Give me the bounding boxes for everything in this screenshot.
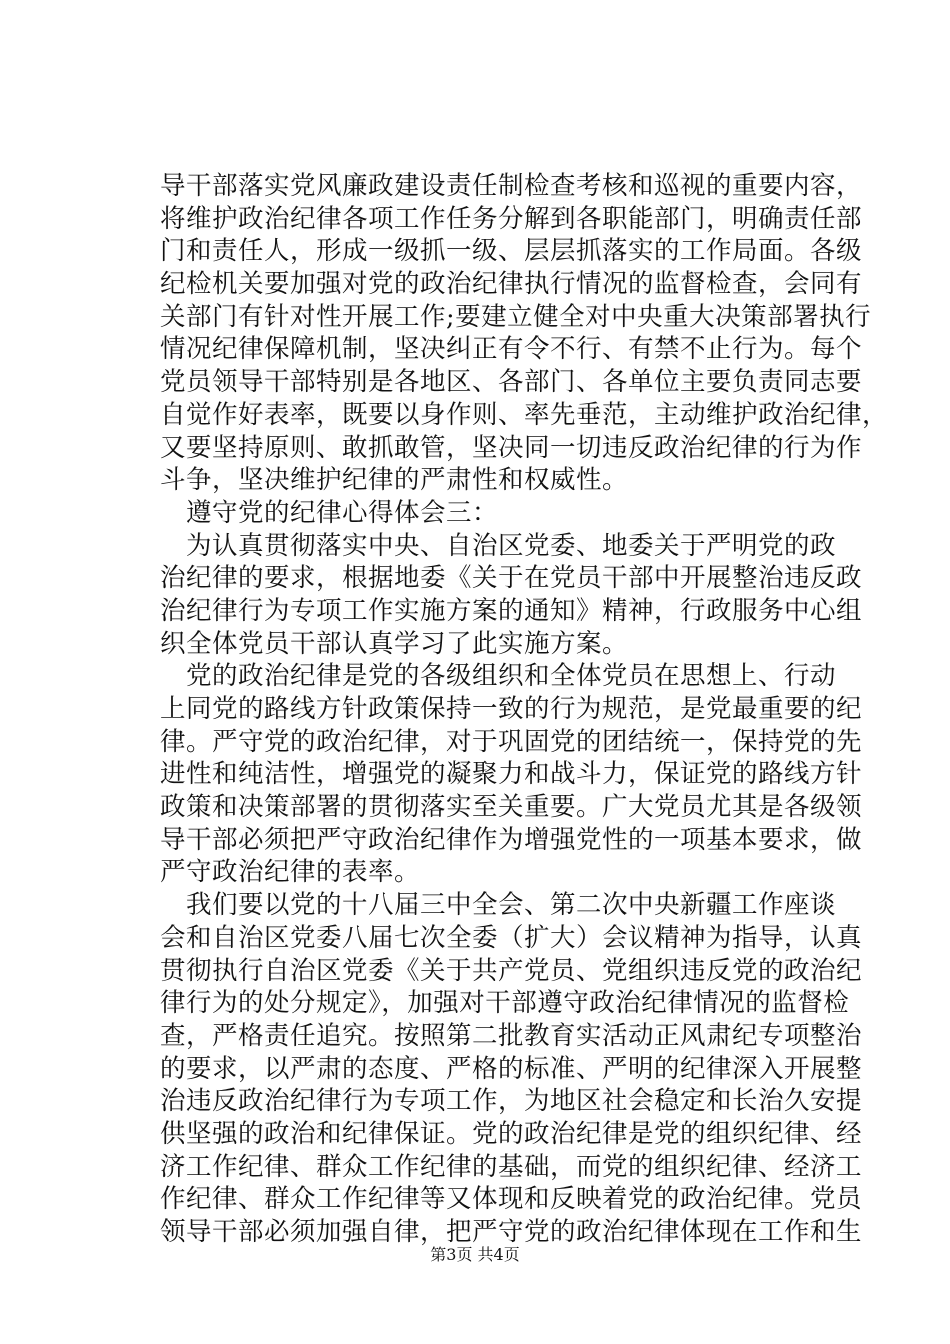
text-line: 会和自治区党委八届七次全委（扩大）会议精神为指导，认真 xyxy=(160,922,863,953)
text-line: 纪检机关要加强对党的政治纪律执行情况的监督检查，会同有 xyxy=(160,269,863,300)
text-line: 律。严守党的政治纪律，对于巩固党的团结统一，保持党的先 xyxy=(160,726,863,757)
text-line: 我们要以党的十八届三中全会、第二次中央新疆工作座谈 xyxy=(186,890,837,921)
text-line: 贯彻执行自治区党委《关于共产党员、党组织违反党的政治纪 xyxy=(160,955,863,986)
text-line: 导干部落实党风廉政建设责任制检查考核和巡视的重要内容， xyxy=(160,171,863,201)
text-line: 作纪律、群众工作纪律等又体现和反映着党的政治纪律。党员 xyxy=(160,1184,863,1215)
text-line: 党的政治纪律是党的各级组织和全体党员在思想上、行动 xyxy=(186,661,837,692)
text-line: 自觉作好表率，既要以身作则、率先垂范，主动维护政治纪律， xyxy=(160,399,889,430)
text-line: 政策和决策部署的贯彻落实至关重要。广大党员尤其是各级领 xyxy=(160,792,863,823)
text-line: 的要求，以严肃的态度、严格的标准、严明的纪律深入开展整 xyxy=(160,1053,863,1084)
text-line: 又要坚持原则、敢抓敢管，坚决同一切违反政治纪律的行为作 xyxy=(160,432,863,463)
text-line: 治违反政治纪律行为专项工作，为地区社会稳定和长治久安提 xyxy=(160,1086,863,1117)
text-line: 门和责任人，形成一级抓一级、层层抓落实的工作局面。各级 xyxy=(160,236,863,267)
text-line: 党员领导干部特别是各地区、各部门、各单位主要负责同志要 xyxy=(160,367,863,398)
text-line: 织全体党员干部认真学习了此实施方案。 xyxy=(160,628,629,659)
text-line: 查，严格责任追究。按照第二批教育实活动正风肃纪专项整治 xyxy=(160,1020,863,1051)
body-text xyxy=(160,170,889,1249)
text-line: 导干部必须把严守政治纪律作为增强党性的一项基本要求，做 xyxy=(160,824,863,855)
text-line: 严守政治纪律的表率。 xyxy=(160,857,421,888)
text-line: 将维护政治纪律各项工作任务分解到各职能部门，明确责任部 xyxy=(160,203,863,234)
page-number-footer: 第3页 共4页 xyxy=(430,1245,520,1264)
text-line: 律行为的处分规定》，加强对干部遵守政治纪律情况的监督检 xyxy=(160,988,850,1019)
text-line: 济工作纪律、群众工作纪律的基础，而党的组织纪律、经济工 xyxy=(160,1151,863,1182)
section-heading: 遵守党的纪律心得体会三： xyxy=(186,497,499,528)
text-line: 情况纪律保障机制，坚决纠正有令不行、有禁不止行为。每个 xyxy=(160,334,863,365)
text-line: 为认真贯彻落实中央、自治区党委、地委关于严明党的政 xyxy=(186,530,837,561)
text-line: 斗争，坚决维护纪律的严肃性和权威性。 xyxy=(160,465,629,496)
text-line: 治纪律行为专项工作实施方案的通知》精神，行政服务中心组 xyxy=(160,595,863,626)
text-line: 供坚强的政治和纪律保证。党的政治纪律是党的组织纪律、经 xyxy=(160,1118,863,1149)
text-line: 上同党的路线方针政策保持一致的行为规范，是党最重要的纪 xyxy=(160,694,863,724)
text-line: 进性和纯洁性，增强党的凝聚力和战斗力，保证党的路线方针 xyxy=(160,759,863,790)
text-line: 关部门有针对性开展工作;要建立健全对中央重大决策部署执行 xyxy=(160,301,872,332)
text-line: 治纪律的要求，根据地委《关于在党员干部中开展整治违反政 xyxy=(160,563,863,594)
text-line: 领导干部必须加强自律，把严守党的政治纪律体现在工作和生 xyxy=(160,1217,863,1247)
